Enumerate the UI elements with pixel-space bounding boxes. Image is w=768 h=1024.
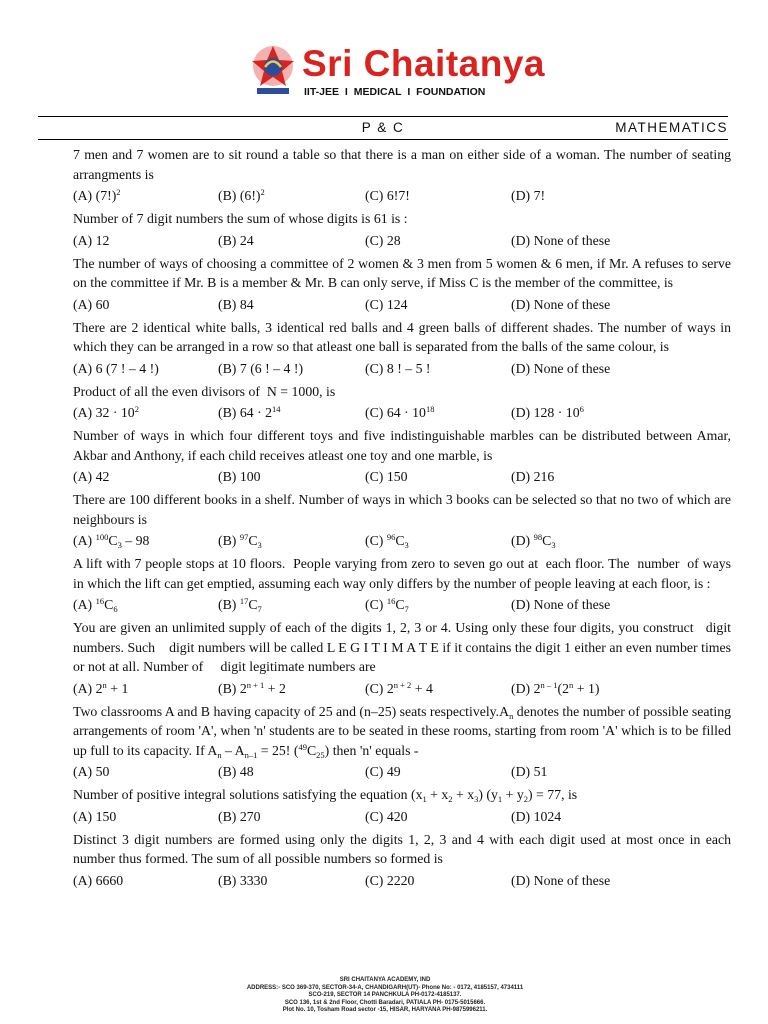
option-d: (D) None of these <box>511 296 611 312</box>
option-b: (B) 48 <box>218 764 254 779</box>
options-row <box>73 186 731 206</box>
option-d: (D) 216 <box>511 469 555 484</box>
footer-line: SRI CHAITANYA ACADEMY, IND <box>339 977 431 983</box>
question-text: 7 men and 7 women are to sit round a table so that there is a man on either side of a woman. The number of seating arrangments is <box>73 147 731 182</box>
question-text: Number of ways in which four different toys and five indistinguishable marbles can be distributed between Amar, Akbar and Anthony, if each child receives atleast one toy and one marble, is <box>73 428 731 463</box>
option-a: (A) 6 (7 ! – 4 !) <box>73 360 159 376</box>
option-a: (A) 12 <box>73 232 110 248</box>
option-c: (C) 420 <box>365 808 408 824</box>
option-b: (B) 270 <box>218 808 261 824</box>
option-d: (D) $2^{n - 1}(2^n + 1)$ <box>511 679 600 696</box>
question-item <box>73 426 731 487</box>
question-text: Distinct 3 digit numbers are formed using only the digits 1, 2, 3 and 4 with each digit used at most once in each number thus formed. The sum of all possible numbers so formed is <box>73 831 731 866</box>
option-d: (D) 51 <box>511 764 548 779</box>
options-row <box>73 595 731 615</box>
option-c: (C) 28 <box>365 232 401 248</box>
option-c: (C) 6!7! <box>365 188 410 203</box>
option-b: (B) $^{17}C_7$ <box>218 596 262 614</box>
question-text: There are 2 identical white balls, 3 identical red balls and 4 green balls of different shades. The number of ways in which they can be arranged in a row so that atleast one ball is separated from the balls of the same colour, is <box>73 319 731 354</box>
options-row <box>73 531 731 551</box>
options-row <box>73 467 731 487</box>
footer-address <box>190 977 580 1015</box>
options-row <box>73 403 731 423</box>
option-c: (C) 150 <box>365 469 408 484</box>
question-text: Number of positive integral solutions satisfying the equation $(x_1 + x_2 + x_3) (y_1 + y_2) = 77$, is <box>73 787 578 804</box>
question-text: There are 100 different books in a shelf. Number of ways in which 3 books can be selected so that no two of which are neighbours is <box>73 492 731 527</box>
option-a: (A) $^{16}C_6$ <box>73 596 118 614</box>
options-row <box>73 359 731 379</box>
option-c: (C) 124 <box>365 296 408 312</box>
option-b: (B) $64 \cdot 2^{14}$ <box>218 404 281 420</box>
option-b: (B) $2^{n + 1} + 2$ <box>218 679 286 696</box>
option-d: (D) None of these <box>511 360 611 376</box>
option-b: (B) 100 <box>218 469 261 484</box>
question-text: Product of all the even divisors of N = 1000, is <box>73 383 336 399</box>
subject-title: MATHEMATICS <box>615 120 728 135</box>
question-text: Number of 7 digit numbers the sum of whose digits is 61 is : <box>73 211 408 226</box>
question-item <box>73 618 731 699</box>
question-item <box>73 490 731 551</box>
question-item <box>73 830 731 891</box>
topic-title: P & C <box>361 120 405 135</box>
question-item <box>73 554 731 615</box>
question-item <box>73 209 731 251</box>
question-item <box>73 254 731 315</box>
option-b: (B) 24 <box>218 232 254 248</box>
question-list <box>73 145 731 894</box>
question-text: The number of ways of choosing a committee of 2 women & 3 men from 5 women & 6 men, if Mr. A refuses to serve on the committee if Mr. B is a member & Mr. B can only serve, if Miss C is the member of the committee, is <box>73 255 731 290</box>
option-d: (D) None of these <box>511 597 611 612</box>
option-b: (B) 3330 <box>218 872 268 888</box>
option-c: (C) 2220 <box>365 872 415 888</box>
option-a: (A) 150 <box>73 808 117 824</box>
option-d: (D) $^{98}C_3$ <box>511 532 556 550</box>
option-d: (D) $128 \cdot 10^6$ <box>511 404 584 420</box>
options-row <box>73 807 731 827</box>
question-item <box>73 702 731 783</box>
option-a: (A) $^{100}C_3 - 98$ <box>73 532 150 550</box>
emblem-icon <box>248 40 298 98</box>
question-text: You are given an unlimited supply of each of the digits 1, 2, 3 or 4. Using only these four digits, you construct digit numbers. Such digit numbers will be called L E G I T I M A T E if it contains the digit 1 either an even number times or not at all. Number of digit legitimate numbers are <box>73 620 731 674</box>
question-item <box>73 785 731 827</box>
options-row <box>73 295 731 315</box>
brand-name: Sri Chaitanya <box>302 43 545 84</box>
question-text: Two classrooms A and B having capacity of 25 and (n–25) seats $respectively.A_n$ denotes the number of possible seating arrangements of room 'A', when 'n' students are to be seated in these rooms, starting from room 'A' which is to be filled up full to its capacity. If $A_n - A_{n-1} = 25$! $(^{49}C_{25})$ then 'n' equals - <box>73 703 731 760</box>
option-c: (C) $^{16}C_7$ <box>365 596 409 614</box>
footer-line: Plot No. 10, Tosham Road sector -15, HISAR, HARYANA PH-9875996211. <box>282 1007 488 1014</box>
footer-line: SCO-219, SECTOR 14 PANCHKULA PH-0172-4185137. <box>308 992 462 999</box>
option-d: (D) None of these <box>511 232 611 248</box>
option-b: (B) 84 <box>218 296 254 312</box>
footer-line: SCO 136, 1st & 2nd Floor, Chotti Baradari, PATIALA PH- 0175-5015666. <box>284 999 486 1006</box>
option-b: (B) $(6!)^2$ <box>218 187 265 203</box>
question-item <box>73 318 731 379</box>
option-a: (A) 60 <box>73 296 110 312</box>
page-header <box>38 116 728 140</box>
option-a: (A) $32 \cdot 10^2$ <box>73 404 139 420</box>
options-row <box>73 679 731 699</box>
option-a: (A) 6660 <box>73 872 124 888</box>
option-a: (A) 50 <box>73 764 110 779</box>
options-row <box>73 871 731 891</box>
option-c: (C) $64 \cdot 10^{18}$ <box>365 404 435 420</box>
option-b: (B) 7 (6 ! – 4 !) <box>218 360 304 376</box>
options-row <box>73 231 731 251</box>
footer-line: ADDRESS:- SCO 369-370, SECTOR-34-A, CHANDIGARH(UT)- Phone No: - 0172, 4185157, 4734111 <box>246 984 524 991</box>
option-c: (C) $2^{n + 2} + 4$ <box>365 679 433 696</box>
brand-tagline: IIT-JEE I MEDICAL I FOUNDATION <box>304 86 486 98</box>
option-c: (C) $^{96}C_3$ <box>365 532 409 550</box>
option-a: (A) 42 <box>73 469 110 484</box>
options-row <box>73 762 731 782</box>
option-a: (A) $2^n + 1$ <box>73 679 129 696</box>
option-b: (B) $^{97}C_3$ <box>218 532 262 550</box>
question-item <box>73 145 731 206</box>
brand-logo <box>244 38 544 104</box>
question-item <box>73 382 731 424</box>
option-d: (D) 1024 <box>511 808 562 824</box>
option-c: (C) 49 <box>365 764 401 779</box>
option-a: (A) $(7!)^2$ <box>73 187 121 203</box>
option-c: (C) 8 ! – 5 ! <box>365 360 431 376</box>
option-d: (D) None of these <box>511 872 611 888</box>
question-text: A lift with 7 people stops at 10 floors. People varying from zero to seven go out at each floor. The number of ways in which the lift can get emptied, assuming each way only differs by the number of people leaving at each floor, is : <box>73 556 731 591</box>
option-d: (D) 7! <box>511 188 546 203</box>
